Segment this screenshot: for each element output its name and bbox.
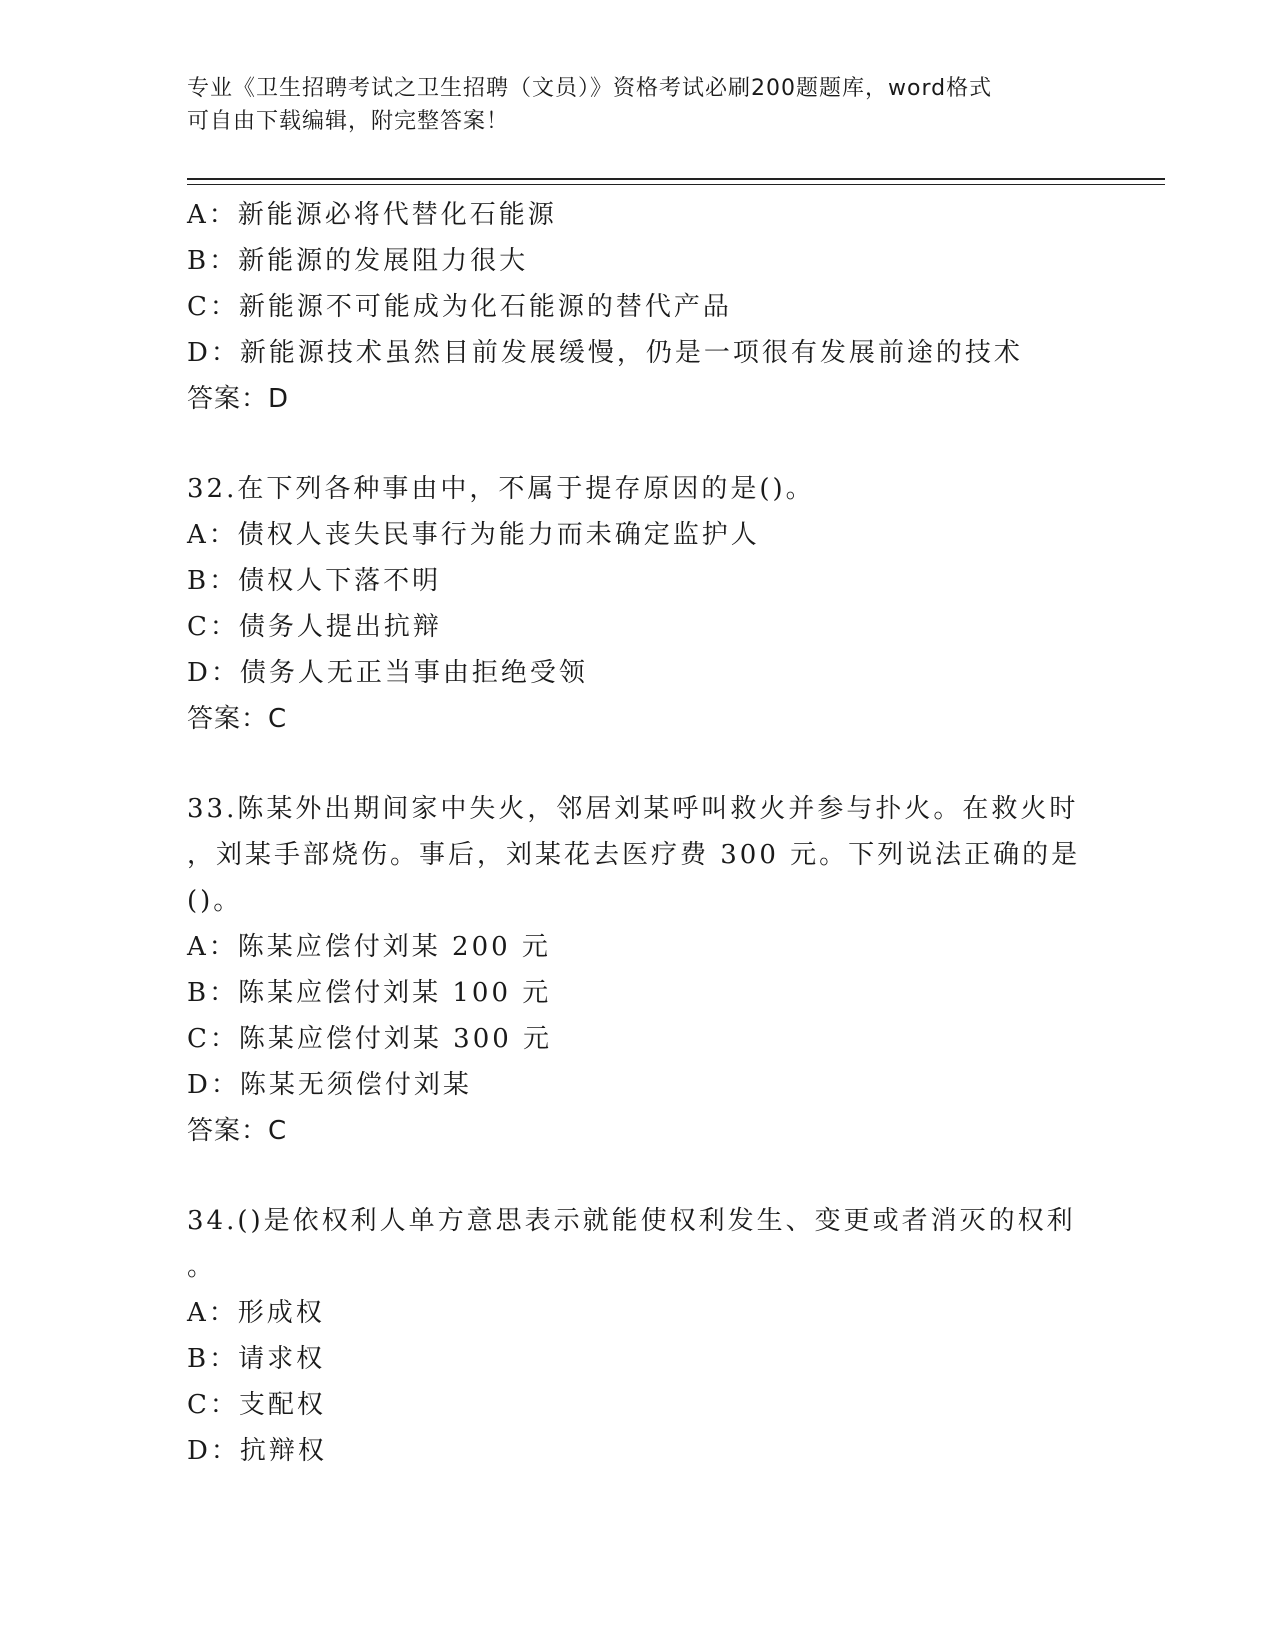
question-stem-line-2: ，刘某手部烧伤。事后，刘某花去医疗费 300 元。下列说法正确的是 bbox=[187, 840, 1081, 870]
question-stem-line-2: 。 bbox=[187, 1252, 217, 1282]
option-a: A：陈某应偿付刘某 200 元 bbox=[187, 932, 551, 962]
answer: 答案：D bbox=[187, 384, 290, 414]
option-b: B：请求权 bbox=[187, 1344, 326, 1374]
question-33 bbox=[187, 786, 1087, 1154]
option-a: A：债权人丧失民事行为能力而未确定监护人 bbox=[187, 520, 760, 550]
option-d: D：陈某无须偿付刘某 bbox=[187, 1070, 472, 1100]
option-c: C：债务人提出抗辩 bbox=[187, 612, 442, 642]
header-line-2: 可自由下载编辑，附完整答案！ bbox=[187, 109, 510, 134]
document-header bbox=[187, 72, 1087, 138]
option-c: C：支配权 bbox=[187, 1390, 326, 1420]
header-line-1: 专业《卫生招聘考试之卫生招聘（文员）》资格考试必刷200题题库，word格式 bbox=[187, 76, 993, 101]
question-34 bbox=[187, 1198, 1087, 1474]
option-a: A：新能源必将代替化石能源 bbox=[187, 200, 557, 230]
option-d: D：新能源技术虽然目前发展缓慢，仍是一项很有发展前途的技术 bbox=[187, 338, 1023, 368]
option-d: D：债务人无正当事由拒绝受领 bbox=[187, 658, 588, 688]
option-a: A：形成权 bbox=[187, 1298, 325, 1328]
question-stem-line-3: ()。 bbox=[187, 886, 243, 916]
option-c: C：陈某应偿付刘某 300 元 bbox=[187, 1024, 553, 1054]
question-32 bbox=[187, 466, 1087, 742]
option-d: D：抗辩权 bbox=[187, 1436, 327, 1466]
question-stem-line-1: 33.陈某外出期间家中失火，邻居刘某呼叫救火并参与扑火。在救火时 bbox=[187, 794, 1079, 824]
header-divider-thin bbox=[187, 184, 1165, 185]
answer: 答案：C bbox=[187, 1116, 288, 1146]
question-stem: 32.在下列各种事由中，不属于提存原因的是()。 bbox=[187, 474, 815, 504]
option-b: B：新能源的发展阻力很大 bbox=[187, 246, 529, 276]
option-b: B：陈某应偿付刘某 100 元 bbox=[187, 978, 552, 1008]
question-stem-line-1: 34.()是依权利人单方意思表示就能使权利发生、变更或者消灭的权利 bbox=[187, 1206, 1076, 1236]
question-31 bbox=[187, 192, 1087, 422]
option-c: C：新能源不可能成为化石能源的替代产品 bbox=[187, 292, 732, 322]
answer: 答案：C bbox=[187, 704, 288, 734]
header-divider-thick bbox=[187, 178, 1165, 180]
option-b: B：债权人下落不明 bbox=[187, 566, 442, 596]
question-list bbox=[187, 192, 1087, 1474]
